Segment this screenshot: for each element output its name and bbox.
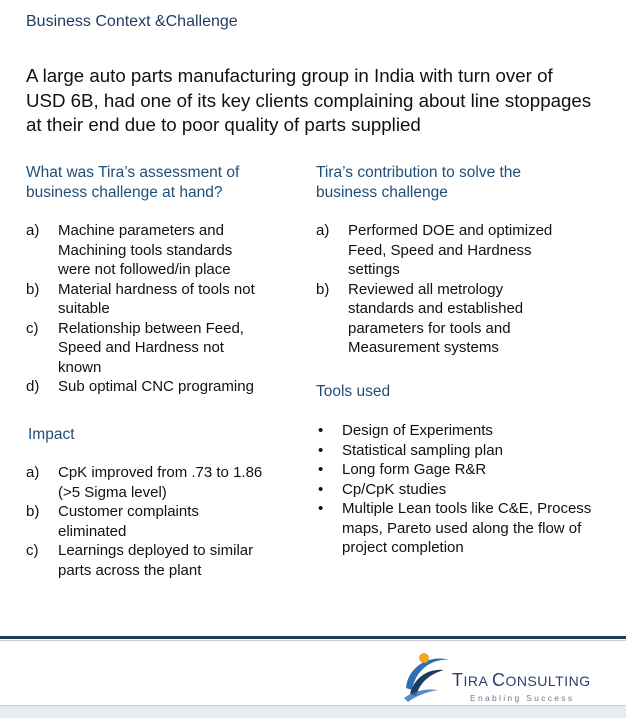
list-marker: • bbox=[318, 480, 324, 498]
list-marker: d) bbox=[26, 378, 40, 395]
tira-logo-mark-icon bbox=[398, 648, 458, 704]
list-item bbox=[26, 280, 266, 319]
logo-tagline: Enabling Success bbox=[470, 693, 575, 703]
list-item-text: Statistical sampling plan bbox=[342, 441, 503, 459]
list-item bbox=[316, 460, 606, 480]
list-item-text: Performed DOE and optimized Feed, Speed and Hardness settings bbox=[348, 222, 553, 278]
list-marker: • bbox=[318, 441, 324, 459]
list-marker: a) bbox=[316, 222, 330, 239]
list-marker: b) bbox=[26, 280, 40, 298]
list-marker: • bbox=[318, 422, 324, 439]
contribution-heading: Tira’s contribution to solve the business challenge bbox=[316, 164, 522, 201]
tools-heading: Tools used bbox=[316, 383, 391, 400]
list-item bbox=[316, 480, 606, 500]
list-item bbox=[26, 541, 266, 580]
list-item bbox=[316, 421, 606, 441]
list-item-text: Material hardness of tools not suitable bbox=[58, 280, 255, 317]
list-marker: • bbox=[318, 461, 324, 478]
contribution-list bbox=[316, 221, 556, 358]
assessment-list bbox=[26, 221, 266, 397]
list-item-text: Long form Gage R&R bbox=[342, 461, 487, 478]
list-item bbox=[316, 221, 556, 280]
list-marker: a) bbox=[26, 464, 40, 481]
tools-list bbox=[316, 421, 606, 558]
impact-list bbox=[26, 463, 266, 580]
list-item bbox=[26, 463, 266, 502]
list-item bbox=[26, 377, 266, 397]
footer-divider bbox=[0, 636, 626, 639]
list-item-text: Multiple Lean tools like C&E, Process maps, Pareto used along the flow of project completion bbox=[342, 500, 592, 556]
footer-divider-shadow bbox=[0, 640, 626, 641]
list-item-text: Cp/CpK studies bbox=[342, 480, 447, 498]
list-item-text: Learnings deployed to similar parts across the plant bbox=[58, 542, 254, 579]
list-item bbox=[316, 280, 556, 358]
logo-wordmark: TIRA CONSULTING bbox=[452, 670, 591, 690]
list-item-text: Customer complaints eliminated bbox=[58, 503, 199, 540]
impact-heading: Impact bbox=[28, 426, 75, 443]
list-item-text: Reviewed all metrology standards and established parameters for tools and Measurement systems bbox=[348, 280, 524, 356]
list-item-text: Design of Experiments bbox=[342, 422, 493, 439]
list-item bbox=[316, 441, 606, 461]
list-item bbox=[26, 221, 266, 280]
list-item bbox=[26, 319, 266, 378]
list-marker: b) bbox=[26, 503, 40, 520]
list-item-text: CpK improved from .73 to 1.86 (>5 Sigma level) bbox=[58, 464, 263, 501]
list-item bbox=[316, 499, 606, 558]
list-item bbox=[26, 502, 266, 541]
list-marker: • bbox=[318, 500, 324, 517]
list-marker: a) bbox=[26, 222, 40, 239]
list-item-text: Relationship between Feed, Speed and Hardness not known bbox=[58, 319, 244, 376]
list-item-text: Machine parameters and Machining tools standards were not followed/in place bbox=[58, 222, 233, 278]
list-marker: b) bbox=[316, 280, 330, 298]
assessment-heading: What was Tira’s assessment of business challenge at hand? bbox=[26, 164, 240, 201]
footer-bar bbox=[0, 705, 626, 718]
list-marker: c) bbox=[26, 542, 39, 559]
intro-paragraph: A large auto parts manufacturing group in India with turn over of USD 6B, had one of its key clients complaining about line stoppages at their end due to poor quality of parts supplied bbox=[26, 65, 592, 135]
section-title: Business Context &Challenge bbox=[26, 13, 238, 30]
list-marker: c) bbox=[26, 319, 39, 337]
list-item-text: Sub optimal CNC programing bbox=[58, 378, 254, 395]
